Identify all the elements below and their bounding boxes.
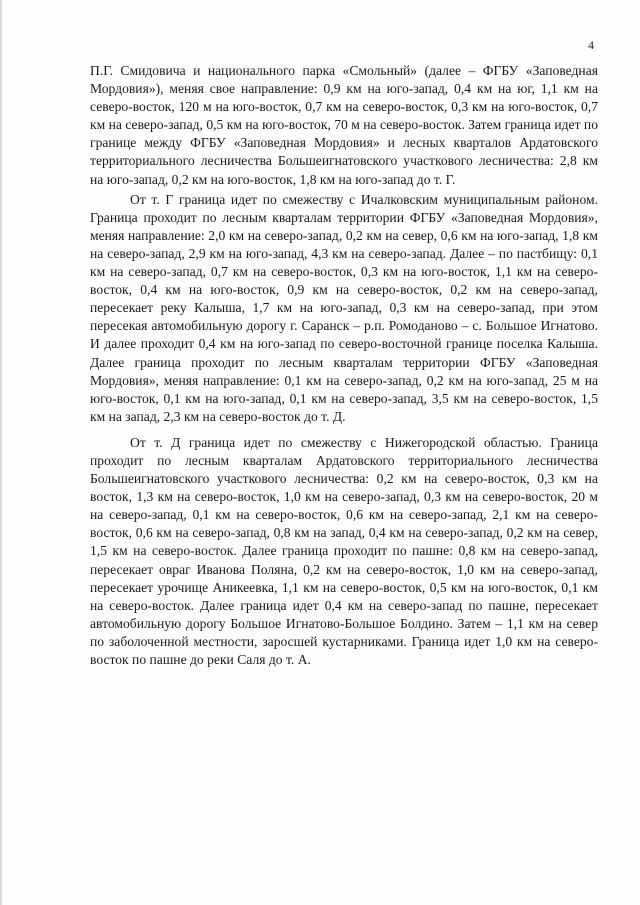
paragraph-2: От т. Г граница идет по смежеству с Ичалковским муниципальным районом. Граница проходит по лесным кварталам территории ФГБУ «Заповедная Мордовия», меняя направление: 2,0 км на северо-запад, 0,2 км на север, 0,6 км на юго-запад, 1,8 км на северо-запад, 2,9 км на юго-запад, 4,3 км на северо-запад. Далее – по пастбищу: 0,1 км на северо-запад, 0,7 км на северо-восток, 0,3 км на юго-восток, 1,1 км на северо-восток, 0,4 км на юго-восток, 0,9 км на северо-восток, 0,2 км на северо-запад, пересекает реку Калыша, 1,7 км на юго-запад, 0,3 км на северо-запад, при этом пересекая автомобильную дорогу г. Саранск – р.п. Ромоданово – с. Большое Игнатово. И далее проходит 0,4 км на юго-запад по северо-восточной границе поселка Калыша. Далее граница проходит по лесным кварталам территории ФГБУ «Заповедная Мордовия», меняя направление: 0,1 км на северо-запад, 0,2 км на юго-запад, 25 м на юго-восток, 0,1 км на юго-запад, 0,1 км на северо-запад, 3,5 км на северо-восток, 1,5 км на запад, 2,3 км на северо-восток до т. Д. [90, 191, 598, 424]
page-edge [0, 0, 2, 905]
document-body [90, 62, 598, 671]
page-number: 4 [588, 38, 594, 52]
paragraph-1: П.Г. Смидовича и национального парка «Смольный» (далее – ФГБУ «Заповедная Мордовия»), меняя свое направление: 0,9 км на юго-запад, 0,4 км на юг, 1,1 км на северо-восток, 120 м на юго-восток, 0,7 км на северо-восток, 0,3 км на юго-восток, 0,7 км на северо-запад, 0,5 км на юго-восток, 70 м на северо-восток. Затем граница идет по границе между ФГБУ «Заповедная Мордовия» и лесных кварталов Ардатовского территориального лесничества Большеигнатовского участкового лесничества: 2,8 км на юго-запад, 0,2 км на юго-восток, 1,8 км на юго-запад до т. Г. [90, 63, 598, 187]
paragraph-3: От т. Д граница идет по смежеству с Нижегородской областью. Граница проходит по лесным кварталам Ардатовского территориального лесничества Большеигнатовского участкового лесничества: 0,2 км на северо-восток, 0,3 км на восток, 1,3 км на северо-восток, 1,0 км на северо-запад, 0,3 км на северо-восток, 20 м на северо-запад, 0,1 км на северо-восток, 0,6 км на северо-запад, 2,1 км на северо-восток, 0,6 км на северо-запад, 0,8 км на запад, 0,4 км на северо-запад, 0,2 км на север, 1,5 км на северо-восток. Далее граница проходит по пашне: 0,8 км на северо-запад, пересекает овраг Иванова Поляна, 0,2 км на северо-восток, 1,0 км на северо-запад, пересекает урочище Аникеевка, 1,1 км на северо-восток, 0,5 км на юго-восток, 0,1 км на северо-восток. Далее граница идет 0,4 км на северо-запад по пашне, пересекает автомобильную дорогу Большое Игнатово-Большое Болдино. Затем – 1,1 км на север по заболоченной местности, заросшей кустарниками. Граница идет 1,0 км на северо-восток по пашне до реки Саля до т. А. [90, 434, 598, 667]
